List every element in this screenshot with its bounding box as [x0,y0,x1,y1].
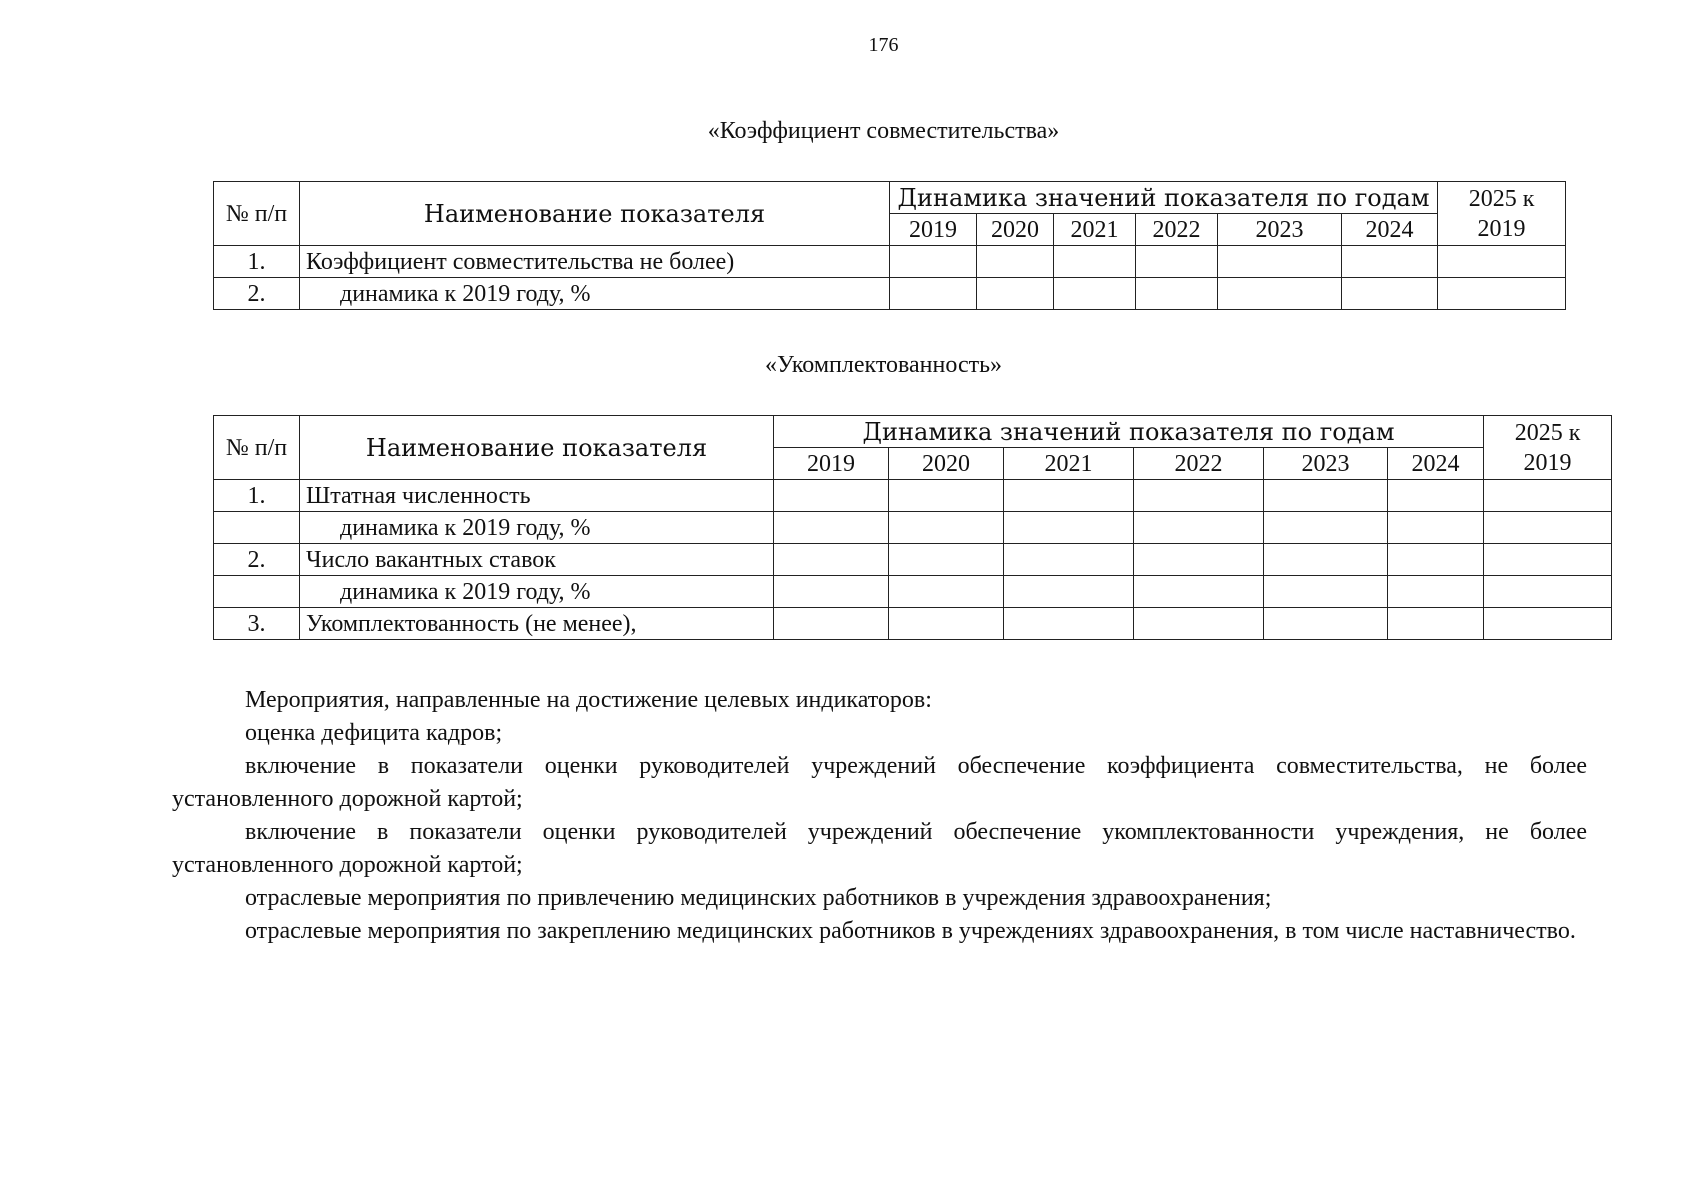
table-staffing [213,415,1612,640]
page-number: 176 [868,34,899,56]
header-last: 2025 к 2019 [1438,182,1566,246]
table-row [214,544,1612,576]
row-num [214,576,300,608]
header-year: 2023 [1264,448,1388,480]
header-year: 2024 [1388,448,1484,480]
header-year: 2019 [890,214,977,246]
row-name: Число вакантных ставок [300,544,774,576]
header-year: 2023 [1218,214,1342,246]
row-num [214,512,300,544]
header-year: 2022 [1134,448,1264,480]
row-num: 1. [214,246,300,278]
measures-intro: Мероприятия, направленные на достижение целевых индикаторов: [245,687,932,713]
header-last: 2025 к 2019 [1484,416,1612,480]
row-num: 2. [214,544,300,576]
header-name: Наименование показателя [300,416,774,480]
table-coefficient [213,181,1566,310]
table-row [214,608,1612,640]
measure-item: оценка дефицита кадров; [245,720,503,746]
measure-item: включение в показатели оценки руководителей учреждений обеспечение укомплектованности учреждения, не более установленного дорожной картой; [172,819,1587,878]
table-row [214,576,1612,608]
row-name: Укомплектованность (не менее), [300,608,774,640]
row-num: 1. [214,480,300,512]
header-dynamics: Динамика значений показателя по годам [774,416,1484,448]
header-dynamics: Динамика значений показателя по годам [890,182,1438,214]
header-year: 2021 [1054,214,1136,246]
table-row [214,278,1566,310]
table2-title: «Укомплектованность» [764,352,1003,378]
table-row [214,246,1566,278]
header-year: 2020 [977,214,1054,246]
measure-item: отраслевые мероприятия по привлечению медицинских работников в учреждения здравоохранения; [245,885,1272,911]
header-num: № п/п [214,182,300,246]
row-num: 3. [214,608,300,640]
row-name: Коэффициент совместительства не более) [300,246,890,278]
header-year: 2021 [1004,448,1134,480]
measures-text [172,684,1587,948]
header-num: № п/п [214,416,300,480]
row-name: Штатная численность [300,480,774,512]
header-year: 2024 [1342,214,1438,246]
row-name: динамика к 2019 году, % [300,576,774,608]
header-year: 2022 [1136,214,1218,246]
table-row [214,480,1612,512]
measure-item: отраслевые мероприятия по закреплению медицинских работников в учреждениях здравоохранения, в том числе наставничество. [245,918,1576,944]
header-year: 2020 [889,448,1004,480]
table1-title: «Коэффициент совместительства» [707,118,1060,144]
row-name: динамика к 2019 году, % [300,512,774,544]
measure-item: включение в показатели оценки руководителей учреждений обеспечение коэффициента совместительства, не более установленного дорожной картой; [172,753,1587,812]
row-num: 2. [214,278,300,310]
table-row [214,512,1612,544]
header-name: Наименование показателя [300,182,890,246]
header-year: 2019 [774,448,889,480]
row-name: динамика к 2019 году, % [300,278,890,310]
